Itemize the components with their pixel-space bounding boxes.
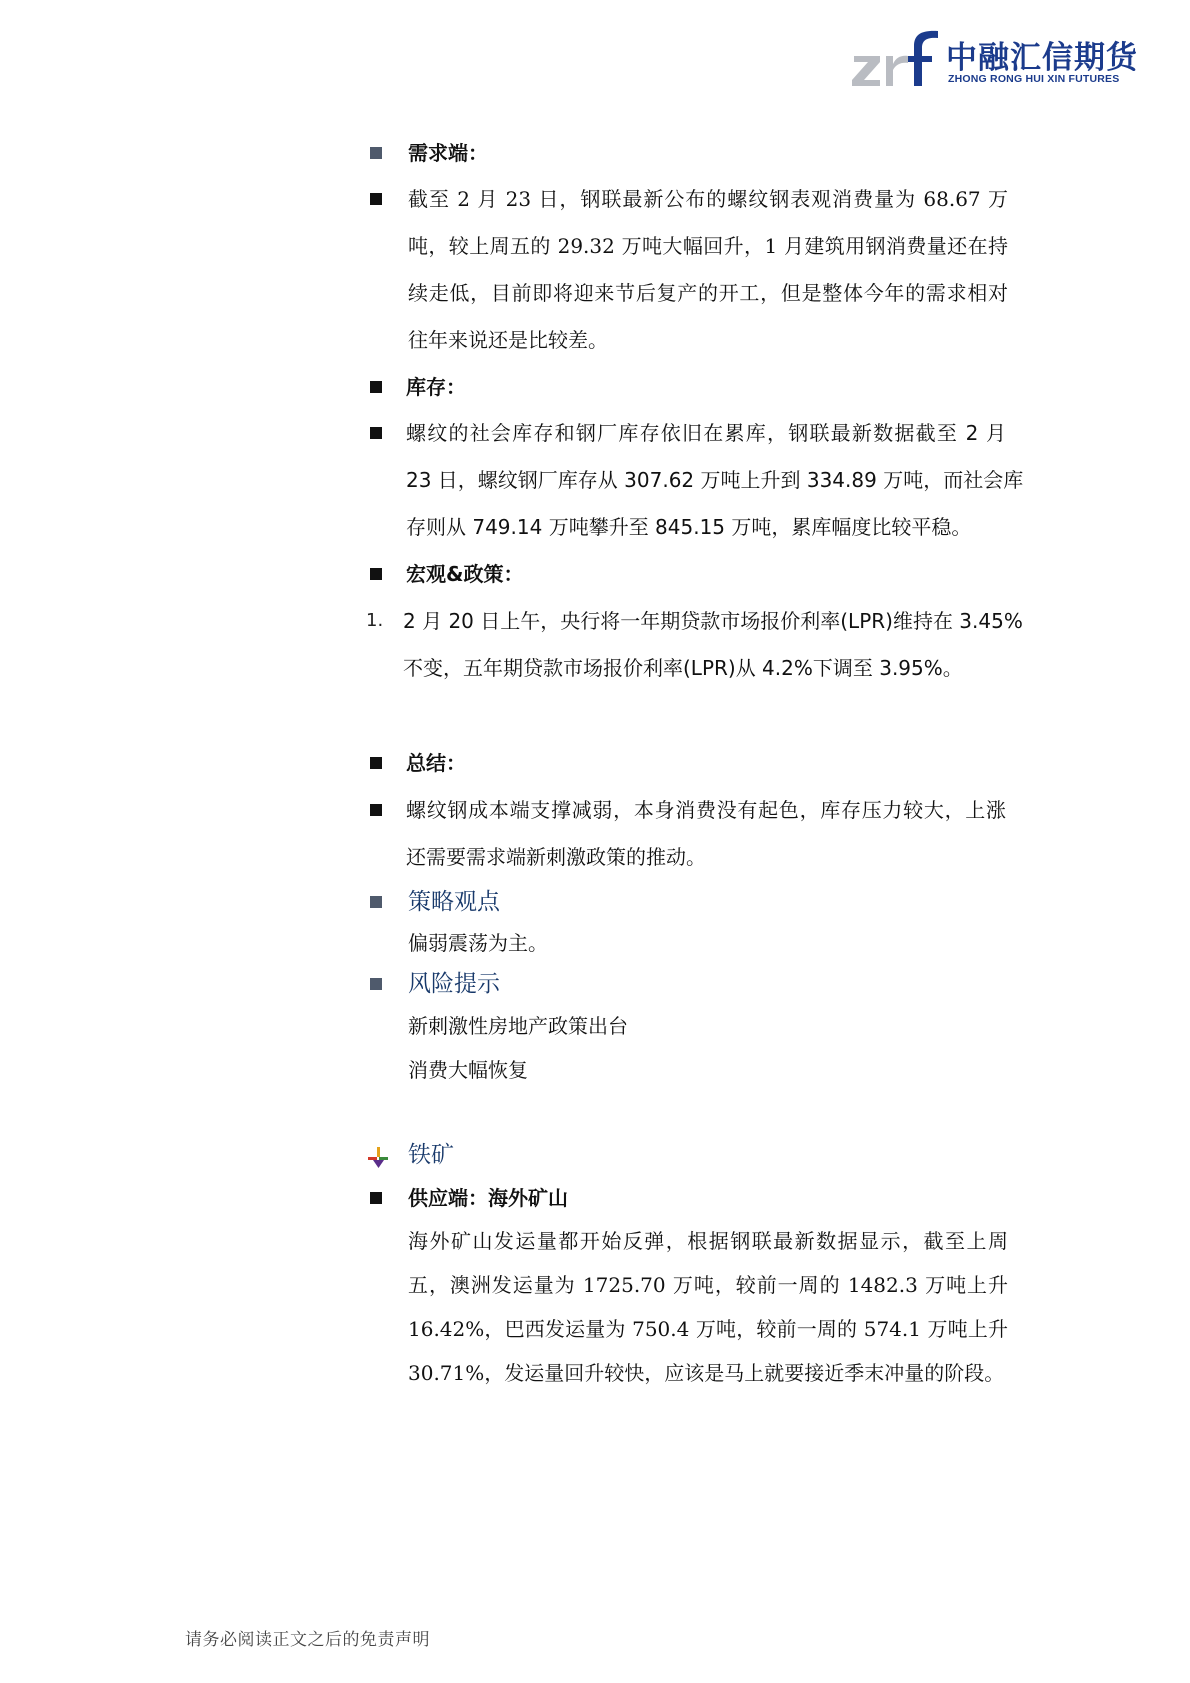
disclaimer-footer: 请务必阅读正文之后的免责声明 — [185, 1630, 430, 1650]
macro-item-number: 1. — [366, 610, 384, 631]
risk-item-2: 消费大幅恢复 — [408, 1058, 528, 1082]
macro-heading-bullet-icon — [370, 568, 382, 580]
summary-para-bullet-icon — [370, 804, 382, 816]
inventory-para-bullet-icon — [370, 427, 382, 439]
demand-para-line-3: 续走低，目前即将迎来节后复产的开工，但是整体今年的需求相对 — [408, 281, 1008, 305]
logo-english-name: ZHONG RONG HUI XIN FUTURES — [948, 73, 1120, 85]
inventory-heading: 库存： — [406, 375, 466, 399]
iron-ore-para-line-4: 30.71%，发运量回升较快，应该是马上就要接近季末冲量的阶段。 — [408, 1361, 1005, 1385]
summary-heading: 总结： — [406, 751, 466, 775]
demand-para-bullet-icon — [370, 193, 382, 205]
logo-chinese-name: 中融汇信期货 — [946, 40, 1138, 76]
strategy-heading: 策略观点 — [408, 889, 500, 915]
summary-para-line-1: 螺纹钢成本端支撑减弱，本身消费没有起色，库存压力较大，上涨 — [406, 798, 1006, 822]
demand-para-line-1: 截至 2 月 23 日，钢联最新公布的螺纹钢表观消费量为 68.67 万 — [408, 187, 1008, 211]
supply-heading-bullet-icon — [370, 1192, 382, 1204]
iron-ore-heading: 铁矿 — [408, 1142, 454, 1168]
risk-item-1: 新刺激性房地产政策出台 — [408, 1014, 628, 1038]
iron-ore-para-line-3: 16.42%，巴西发运量为 750.4 万吨，较前一周的 574.1 万吨上升 — [408, 1317, 1008, 1341]
iron-ore-para-line-1: 海外矿山发运量都开始反弹，根据钢联最新数据显示，截至上周 — [408, 1229, 1008, 1253]
strategy-text: 偏弱震荡为主。 — [408, 931, 548, 955]
demand-heading-bullet-icon — [370, 147, 382, 159]
section-arrow-icon — [366, 1146, 390, 1170]
macro-item-line-2: 不变，五年期贷款市场报价利率(LPR)从 4.2%下调至 3.95%。 — [403, 656, 963, 680]
summary-para-line-2: 还需要需求端新刺激政策的推动。 — [406, 845, 706, 869]
strategy-bullet-icon — [370, 896, 382, 908]
risk-bullet-icon — [370, 978, 382, 990]
demand-heading: 需求端： — [408, 141, 488, 165]
risk-heading: 风险提示 — [408, 971, 500, 997]
macro-item-line-1: 2 月 20 日上午，央行将一年期贷款市场报价利率(LPR)维持在 3.45% — [403, 609, 1023, 633]
demand-para-line-2: 吨，较上周五的 29.32 万吨大幅回升，1 月建筑用钢消费量还在持 — [408, 234, 1008, 258]
inventory-heading-bullet-icon — [370, 381, 382, 393]
iron-ore-para-line-2: 五，澳洲发运量为 1725.70 万吨，较前一周的 1482.3 万吨上升 — [408, 1273, 1008, 1297]
summary-heading-bullet-icon — [370, 757, 382, 769]
supply-heading: 供应端：海外矿山 — [408, 1186, 568, 1210]
demand-para-line-4: 往年来说还是比较差。 — [408, 328, 608, 352]
inventory-para-line-3: 存则从 749.14 万吨攀升至 845.15 万吨，累库幅度比较平稳。 — [406, 515, 972, 539]
inventory-para-line-2: 23 日，螺纹钢厂库存从 307.62 万吨上升到 334.89 万吨，而社会库 — [406, 468, 1024, 492]
macro-heading: 宏观&政策： — [406, 562, 524, 586]
inventory-para-line-1: 螺纹的社会库存和钢厂库存依旧在累库，钢联最新数据截至 2 月 — [406, 421, 1006, 445]
